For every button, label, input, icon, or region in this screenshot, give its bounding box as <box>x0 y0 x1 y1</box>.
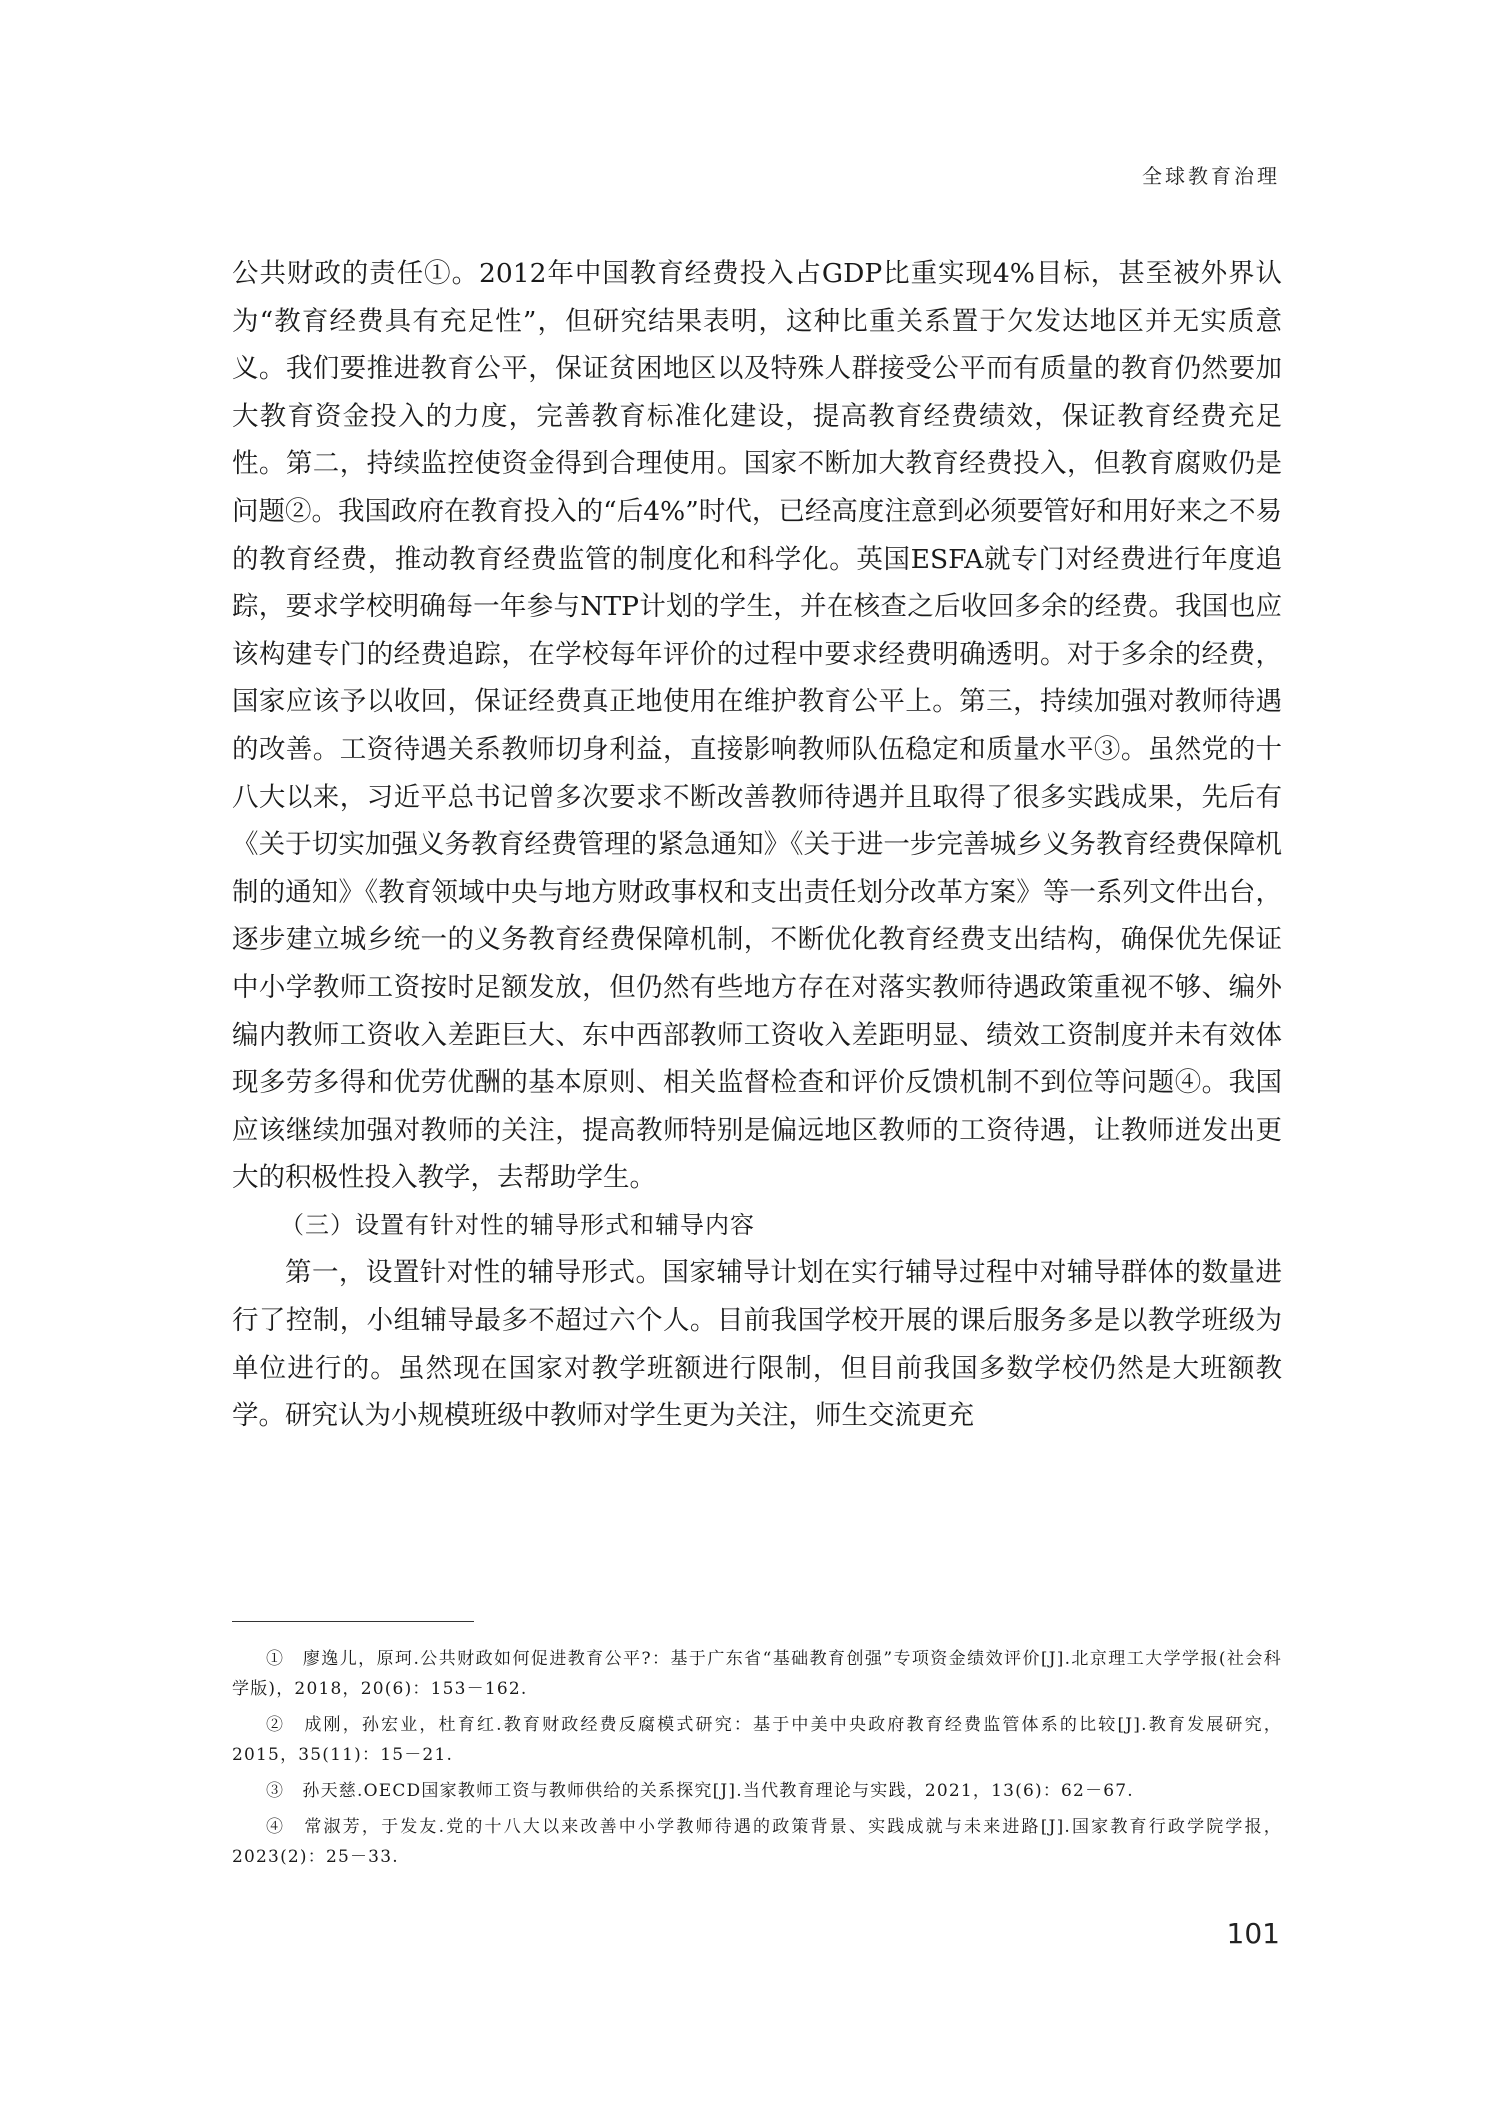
body-text <box>232 250 1282 1440</box>
running-title: 全球教育治理 <box>1142 164 1280 188</box>
paragraph: 第一，设置针对性的辅导形式。国家辅导计划在实行辅导过程中对辅导群体的数量进行了控制，小组辅导最多不超过六个人。目前我国学校开展的课后服务多是以教学班级为单位进行的。虽然现在国家对教学班额进行限制，但目前我国多数学校仍然是大班额教学。研究认为小规模班级中教师对学生更为关注，师生交流更充 <box>232 1257 1282 1432</box>
footnotes <box>232 1644 1282 1878</box>
footnote-2: ② 成刚，孙宏业，杜育红.教育财政经费反腐模式研究：基于中美中央政府教育经费监管体系的比较[J].教育发展研究，2015，35(11)：15－21. <box>232 1715 1282 1765</box>
section-heading: （三）设置有针对性的辅导形式和辅导内容 <box>280 1210 755 1239</box>
page-number: 101 <box>1226 1917 1280 1950</box>
footnote-divider <box>232 1621 474 1622</box>
footnote-3: ③ 孙天慈.OECD国家教师工资与教师供给的关系探究[J].当代教育理论与实践，2021，13(6)：62－67. <box>266 1781 1134 1801</box>
footnote-4: ④ 常淑芳，于发友.党的十八大以来改善中小学教师待遇的政策背景、实践成就与未来进路[J].国家教育行政学院学报，2023(2)：25－33. <box>232 1817 1282 1867</box>
paragraph-continued: 公共财政的责任①。2012年中国教育经费投入占GDP比重实现4%目标，甚至被外界认为“教育经费具有充足性”，但研究结果表明，这种比重关系置于欠发达地区并无实质意义。我们要推进教育公平，保证贫困地区以及特殊人群接受公平而有质量的教育仍然要加大教育资金投入的力度，完善教育标准化建设，提高教育经费绩效，保证教育经费充足性。第二，持续监控使资金得到合理使用。国家不断加大教育经费投入，但教育腐败仍是问题②。我国政府在教育投入的“后4%”时代，已经高度注意到必须要管好和用好来之不易的教育经费，推动教育经费监管的制度化和科学化。英国ESFA就专门对经费进行年度追踪，要求学校明确每一年参与NTP计划的学生，并在核查之后收回多余的经费。我国也应该构建专门的经费追踪，在学校每年评价的过程中要求经费明确透明。对于多余的经费，国家应该予以收回，保证经费真正地使用在维护教育公平上。第三，持续加强对教师待遇的改善。工资待遇关系教师切身利益，直接影响教师队伍稳定和质量水平③。虽然党的十八大以来，习近平总书记曾多次要求不断改善教师待遇并且取得了很多实践成果，先后有《关于切实加强义务教育经费管理的紧急通知》《关于进一步完善城乡义务教育经费保障机制的通知》《教育领域中央与地方财政事权和支出责任划分改革方案》等一系列文件出台，逐步建立城乡统一的义务教育经费保障机制，不断优化教育经费支出结构，确保优先保证中小学教师工资按时足额发放，但仍然有些地方存在对落实教师待遇政策重视不够、编外编内教师工资收入差距巨大、东中西部教师工资收入差距明显、绩效工资制度并未有效体现多劳多得和优劳优酬的基本原则、相关监督检查和评价反馈机制不到位等问题④。我国应该继续加强对教师的关注，提高教师特别是偏远地区教师的工资待遇，让教师迸发出更大的积极性投入教学，去帮助学生。 <box>232 258 1282 1194</box>
footnote-1: ① 廖逸儿，原珂.公共财政如何促进教育公平?：基于广东省“基础教育创强”专项资金绩效评价[J].北京理工大学学报(社会科学版)，2018，20(6)：153－162. <box>232 1649 1282 1699</box>
